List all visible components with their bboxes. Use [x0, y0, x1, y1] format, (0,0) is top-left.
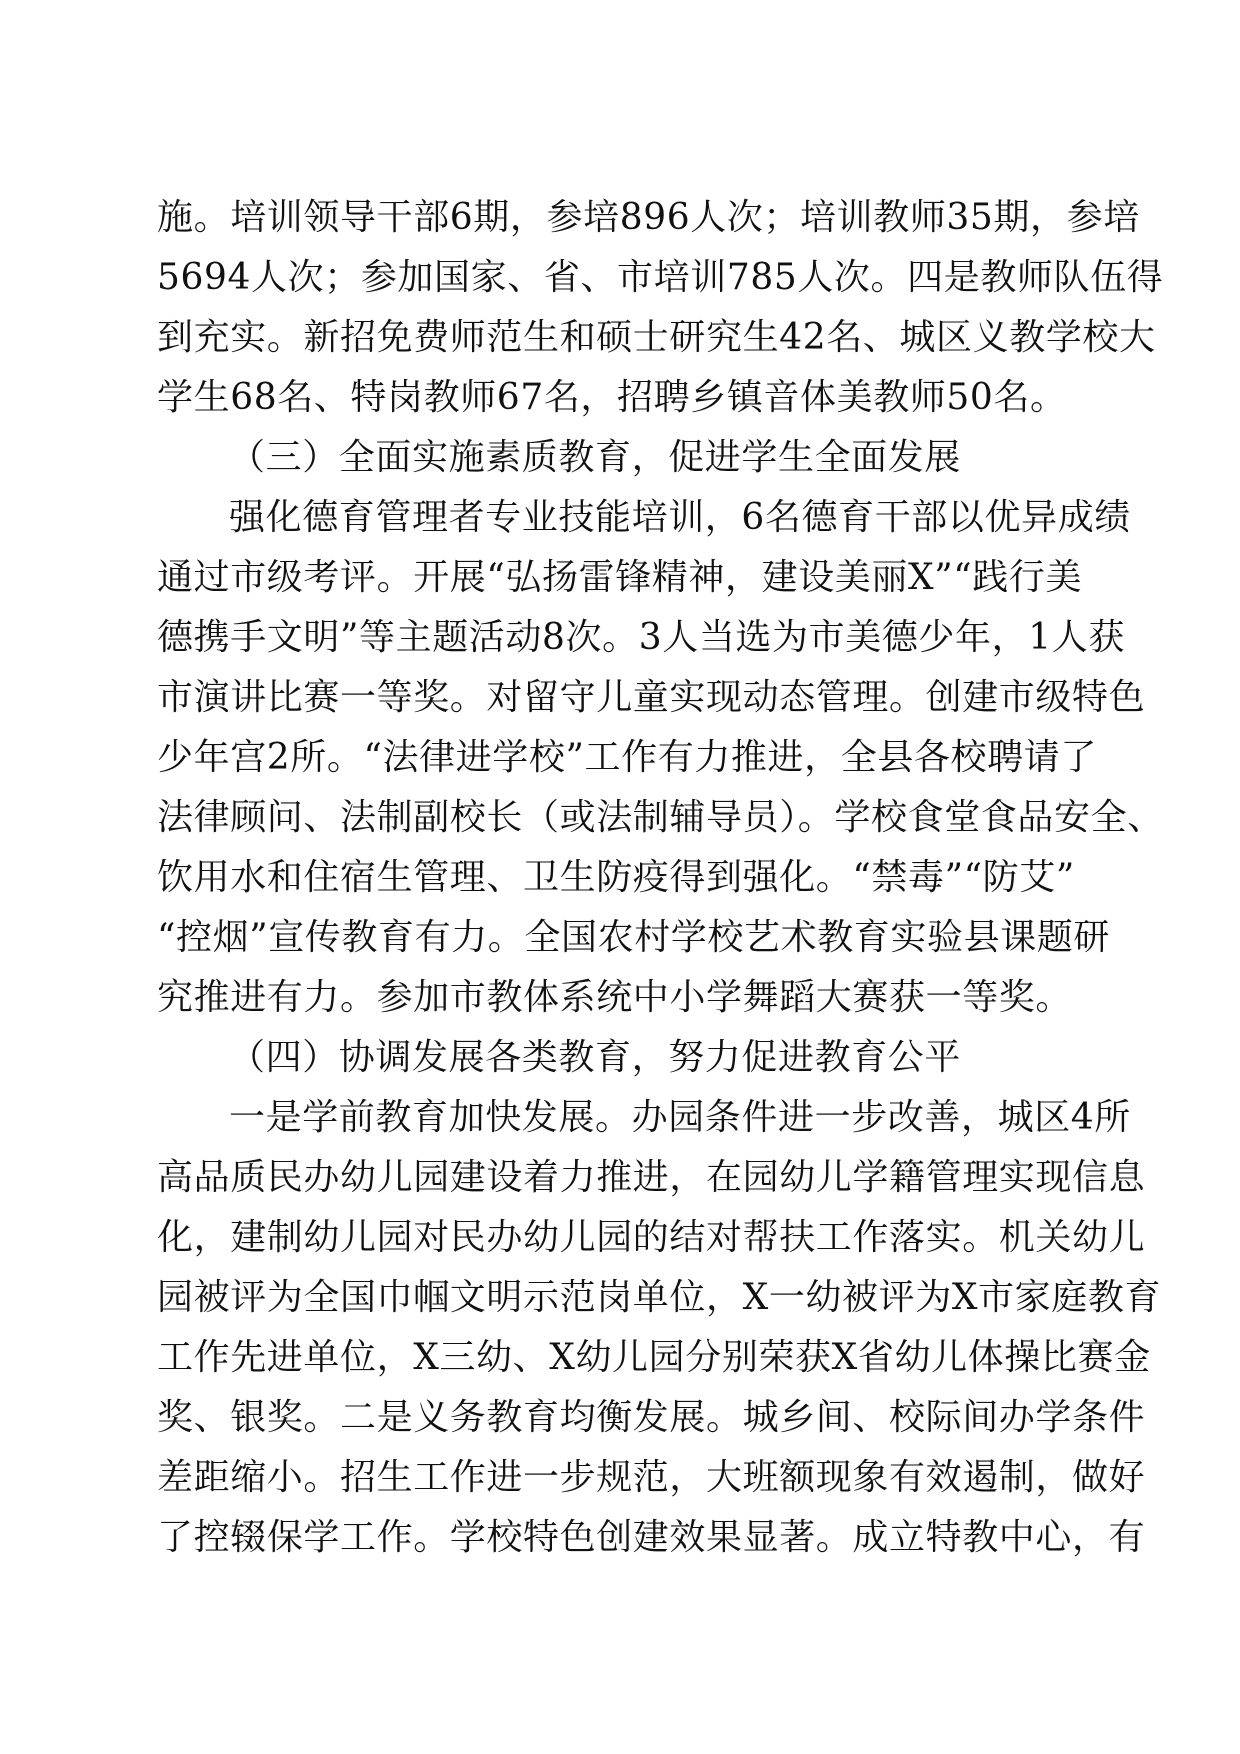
body-line: 差距缩小。招生工作进一步规范，大班额现象有效遏制，做好: [157, 1457, 1146, 1498]
body-line: 通过市级考评。开展“弘扬雷锋精神，建设美丽X”“践行美: [157, 557, 1083, 598]
body-line: 究推进有力。参加市教体系统中小学舞蹈大赛获一等奖。: [157, 977, 1073, 1018]
body-line: 5694人次；参加国家、省、市培训785人次。四是教师队伍得: [157, 257, 1164, 298]
body-line: 高品质民办幼儿园建设着力推进，在园幼儿学籍管理实现信息: [157, 1157, 1146, 1198]
section-heading-3: （三）全面实施素质教育，促进学生全面发展: [229, 437, 962, 478]
body-line: 园被评为全国巾帼文明示范岗单位，X一幼被评为X市家庭教育: [157, 1277, 1162, 1318]
paragraph-first-line: 强化德育管理者专业技能培训，6名德育干部以优异成绩: [229, 497, 1131, 538]
body-line: 奖、银奖。二是义务教育均衡发展。城乡间、校际间办学条件: [157, 1397, 1146, 1438]
body-line: 施。培训领导干部6期，参培896人次；培训教师35期，参培: [157, 197, 1140, 238]
document-body: [157, 188, 1164, 1568]
body-line: 市演讲比赛一等奖。对留守儿童实现动态管理。创建市级特色: [157, 677, 1146, 718]
body-line: 学生68名、特岗教师67名，招聘乡镇音体美教师50名。: [157, 377, 1067, 418]
body-line: “控烟”宣传教育有力。全国农村学校艺术教育实验县课题研: [157, 917, 1111, 958]
body-line: 饮用水和住宿生管理、卫生防疫得到强化。“禁毒”“防艾”: [157, 857, 1075, 898]
body-line: 了控辍保学工作。学校特色创建效果显著。成立特教中心，有: [157, 1517, 1146, 1558]
body-line: 德携手文明”等主题活动8次。3人当选为市美德少年，1人获: [157, 617, 1125, 658]
body-line: 法律顾问、法制副校长（或法制辅导员）。学校食堂食品安全、: [157, 797, 1164, 838]
paragraph-first-line: 一是学前教育加快发展。办园条件进一步改善，城区4所: [229, 1097, 1131, 1138]
body-line: 化，建制幼儿园对民办幼儿园的结对帮扶工作落实。机关幼儿: [157, 1217, 1146, 1258]
body-line: 少年宫2所。“法律进学校”工作有力推进，全县各校聘请了: [157, 737, 1097, 778]
section-heading-4: （四）协调发展各类教育，努力促进教育公平: [229, 1037, 962, 1078]
body-line: 到充实。新招免费师范生和硕士研究生42名、城区义教学校大: [157, 317, 1156, 358]
body-line: 工作先进单位，X三幼、X幼儿园分别荣获X省幼儿体操比赛金: [157, 1337, 1151, 1378]
